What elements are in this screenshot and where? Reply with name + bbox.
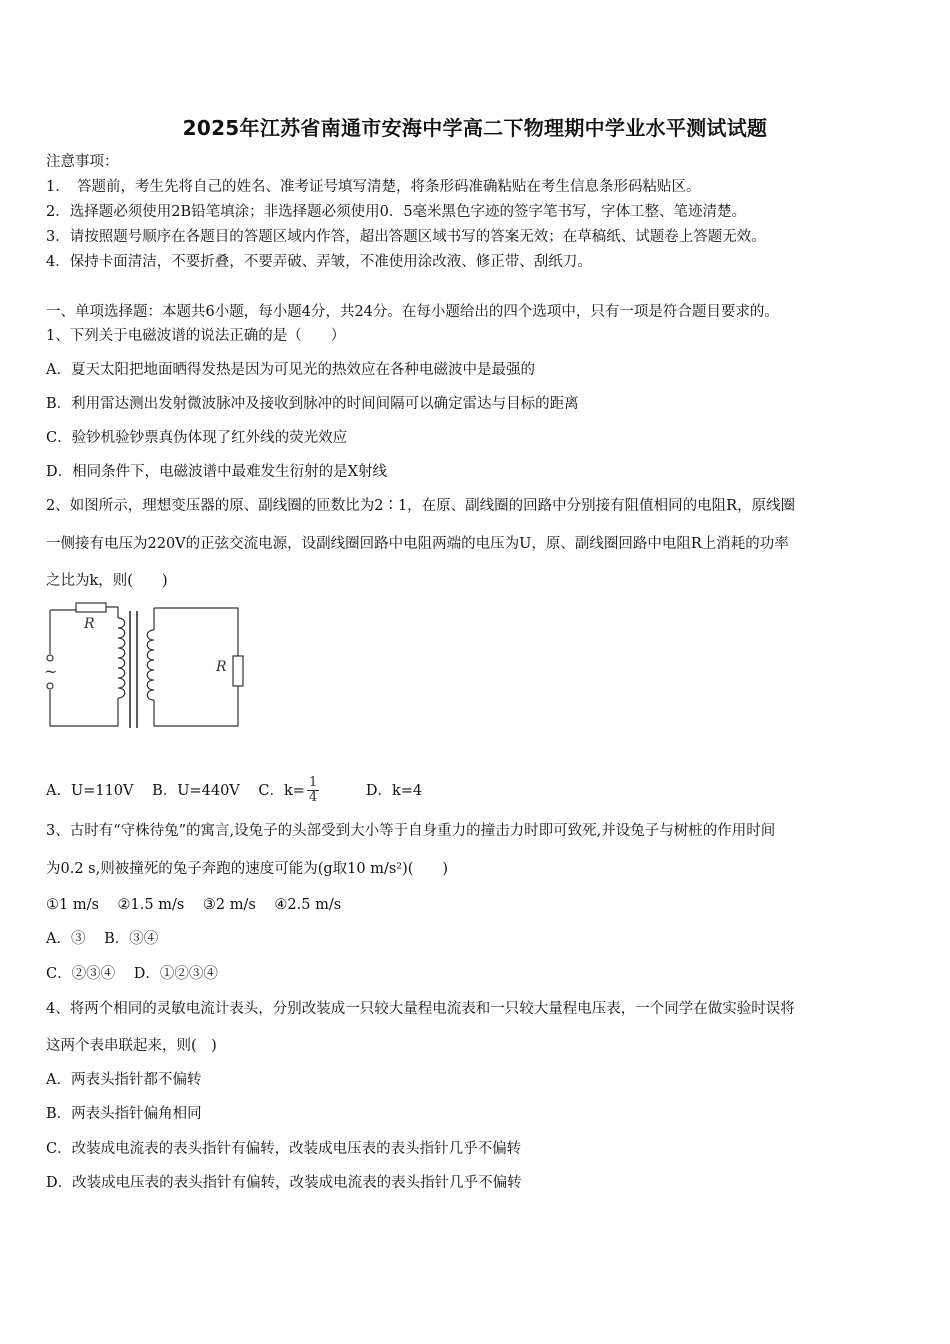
q3-choices (46, 895, 355, 915)
q4-option-d: D．改装成电压表的表头指针有偏转，改装成电流表的表头指针几乎不偏转 (46, 1175, 522, 1191)
q2-option-c (258, 775, 347, 805)
q3-option-d: D．①②③④ (133, 966, 218, 982)
q3-choice-2: ②1.5 m/s (117, 897, 185, 913)
source-terminal-bottom (47, 683, 53, 689)
q3-choice-4: ④2.5 m/s (274, 897, 342, 913)
secondary-resistor-label: R (216, 659, 227, 675)
q1-option-b: B．利用雷达测出发射微波脉冲及接收到脉冲的时间间隔可以确定雷达与目标的距离 (46, 396, 579, 412)
secondary-coil (147, 630, 154, 700)
q1-option-a: A．夏天太阳把地面晒得发热是因为可见光的热效应在各种电磁波中是最强的 (46, 362, 535, 378)
primary-coil (118, 618, 125, 698)
q4-stem-line-1: 4、将两个相同的灵敏电流计表头，分别改装成一只较大量程电流表和一只较大量程电压表，一个同学在做实验时误将 (46, 1001, 795, 1017)
secondary-resistor (233, 656, 243, 686)
q2-option-c-fraction (307, 776, 333, 805)
q2-stem-line-2: 一侧接有电压为220V的正弦交流电源，设副线圈回路中电阻两端的电压为U，原、副线圈回路中电阻R上消耗的功率 (46, 536, 789, 552)
q3-choice-3: ③2 m/s (202, 897, 256, 913)
q3-options-row-2 (46, 964, 232, 984)
transformer-circuit-diagram (40, 596, 250, 736)
q2-option-b: B．U=440V (152, 782, 240, 799)
notice-heading: 注意事项： (46, 154, 119, 170)
q3-choice-1: ①1 m/s (46, 897, 99, 913)
q2-option-a: A．U=110V (46, 782, 134, 799)
q4-stem-line-2: 这两个表串联起来，则( ) (46, 1038, 217, 1054)
q1-stem: 1、下列关于电磁波谱的说法正确的是（ ） (46, 328, 346, 344)
q3-option-c: C．②③④ (46, 966, 116, 982)
q3-stem-line-1: 3、古时有“守株待兔”的寓言,设兔子的头部受到大小等于自身重力的撞击力时即可致死,并设兔子与树桩的作用时间 (46, 823, 776, 839)
q1-option-d: D．相同条件下，电磁波谱中最难发生衍射的是X射线 (46, 464, 387, 480)
q3-stem-line-2: 为0.2 s,则被撞死的兔子奔跑的速度可能为(g取10 m/s²)( ) (46, 861, 449, 877)
fraction-numerator: 1 (308, 775, 318, 790)
q2-options (46, 776, 436, 805)
q2-stem-line-1: 2、如图所示，理想变压器的原、副线圈的匝数比为2∶1，在原、副线圈的回路中分别接有阻值相同的电阻R，原线圈 (46, 498, 796, 514)
q4-option-a: A．两表头指针都不偏转 (46, 1072, 202, 1088)
source-terminal-top (47, 655, 53, 661)
q3-option-a: A．③ (46, 931, 86, 947)
q3-option-b: B．③④ (104, 931, 159, 947)
q2-option-c-prefix: C．k= (258, 782, 305, 799)
q4-option-c: C．改装成电流表的表头指针有偏转，改装成电压表的表头指针几乎不偏转 (46, 1141, 522, 1157)
fraction-denominator: 4 (308, 790, 318, 805)
notice-item-2: 2．选择题必须使用2B铅笔填涂；非选择题必须使用0．5毫米黑色字迹的签字笔书写，字体工整、笔迹清楚。 (46, 204, 747, 220)
ac-source-icon: ~ (44, 662, 58, 681)
section-heading: 一、单项选择题：本题共6小题，每小题4分，共24分。在每小题给出的四个选项中，只有一项是符合题目要求的。 (46, 304, 779, 320)
notice-item-1: 1． 答题前，考生先将自己的姓名、准考证号填写清楚，将条形码准确粘贴在考生信息条形码粘贴区。 (46, 179, 701, 195)
notice-item-3: 3．请按照题号顺序在各题目的答题区域内作答，超出答题区域书写的答案无效；在草稿纸、试题卷上答题无效。 (46, 229, 766, 245)
notice-item-4: 4．保持卡面清洁，不要折叠，不要弄破、弄皱，不准使用涂改液、修正带、刮纸刀。 (46, 254, 592, 270)
q4-option-b: B．两表头指针偏角相同 (46, 1106, 202, 1122)
q3-options-row-1 (46, 929, 172, 949)
primary-resistor-label: R (84, 616, 95, 632)
q2-stem-line-3: 之比为k，则( ) (46, 573, 168, 589)
page-title: 2025年江苏省南通市安海中学高二下物理期中学业水平测试试题 (182, 116, 768, 140)
q1-option-c: C．验钞机验钞票真伪体现了红外线的荧光效应 (46, 430, 348, 446)
primary-resistor (76, 603, 106, 612)
q2-option-d: D．k=4 (365, 782, 423, 799)
